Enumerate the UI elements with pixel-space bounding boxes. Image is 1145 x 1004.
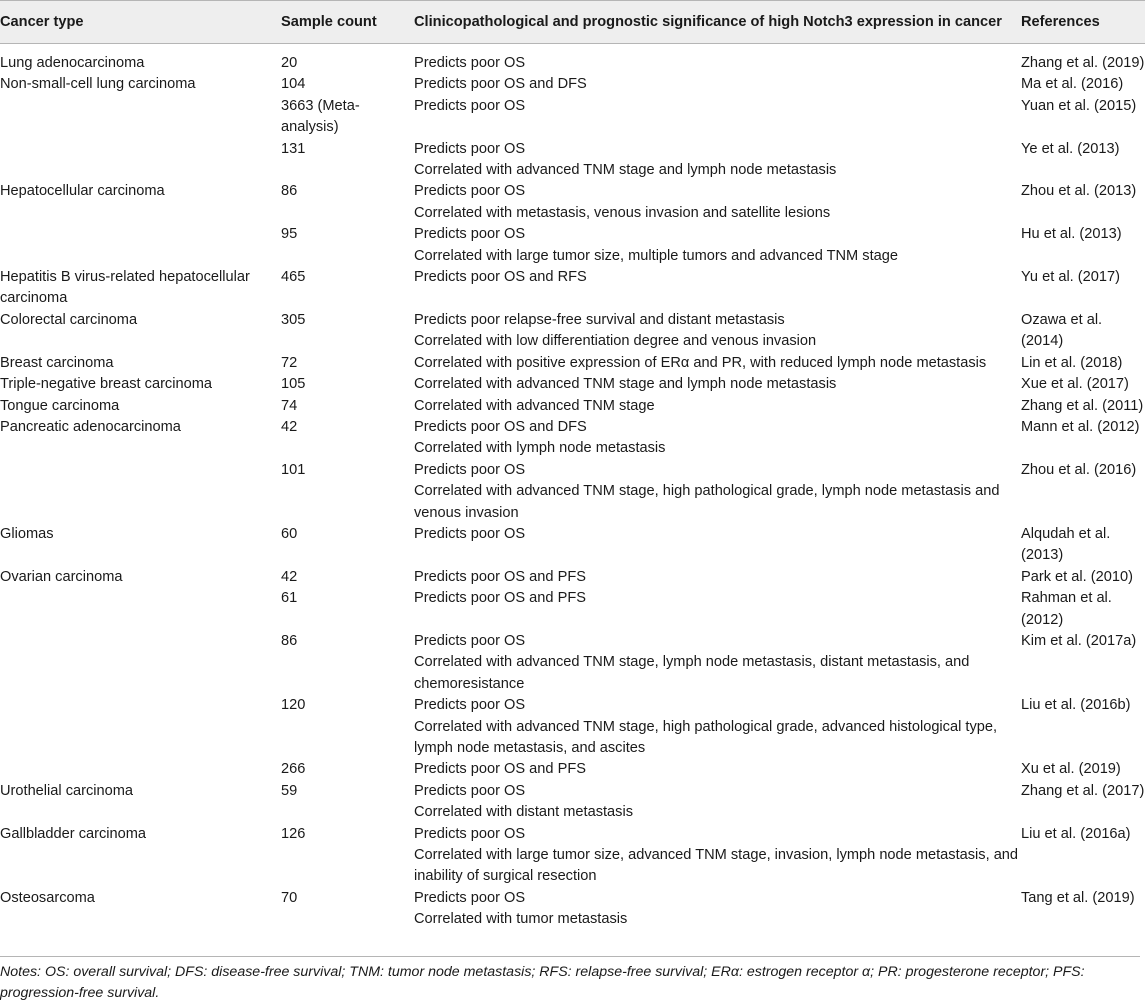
cell-sample-count: 70 (281, 889, 298, 906)
cell-cancer-type: Pancreatic adenocarcinoma (0, 418, 181, 435)
table-row (0, 374, 1145, 395)
cell-cancer-type: Osteosarcoma (0, 889, 95, 906)
significance-line: Predicts poor OS and RFS (414, 269, 587, 286)
cell-reference: Ma et al. (2016) (1021, 76, 1124, 93)
cell-sample-count: 266 (281, 761, 306, 778)
table-row (0, 417, 1145, 460)
cell-cancer-type (0, 224, 281, 267)
cell-reference: Zhang et al. (2019) (1021, 55, 1145, 71)
table-row (0, 460, 1145, 524)
cell-cancer-type (0, 139, 281, 182)
significance-line: Predicts poor OS (414, 697, 526, 714)
cell-sample-count: 42 (281, 418, 298, 435)
cell-cancer-type: Hepatocellular carcinoma (0, 183, 165, 200)
cell-cancer-type: Breast carcinoma (0, 354, 114, 371)
cell-reference: Kim et al. (2017a) (1021, 632, 1137, 649)
cell-significance (414, 396, 1021, 417)
cell-significance (414, 53, 1021, 74)
cell-sample-count: 465 (281, 269, 306, 286)
cell-reference: Xue et al. (2017) (1021, 376, 1129, 393)
cell-cancer-type (0, 96, 281, 139)
cell-cancer-type (0, 695, 281, 759)
cell-significance (414, 353, 1021, 374)
significance-line: Predicts poor OS (414, 55, 526, 71)
table-row (0, 181, 1145, 224)
cell-reference: Zhang et al. (2011) (1021, 397, 1144, 414)
cell-significance (414, 695, 1021, 759)
cell-significance (414, 588, 1021, 631)
cell-cancer-type (0, 631, 281, 695)
significance-line: Correlated with advanced TNM stage and lymph node metastasis (414, 162, 837, 179)
significance-line: Predicts poor OS (414, 97, 526, 114)
cell-sample-count: 3663 (Meta-analysis) (281, 97, 360, 136)
cell-reference: Liu et al. (2016b) (1021, 697, 1131, 714)
cell-cancer-type (0, 759, 281, 780)
cell-reference: Lin et al. (2018) (1021, 354, 1123, 371)
table-row (0, 353, 1145, 374)
significance-line: Correlated with large tumor size, multiple tumors and advanced TNM stage (414, 247, 898, 264)
cell-cancer-type: Ovarian carcinoma (0, 568, 123, 585)
table-row (0, 96, 1145, 139)
cell-sample-count: 104 (281, 76, 306, 93)
cell-significance (414, 267, 1021, 310)
cell-reference: Zhou et al. (2013) (1021, 183, 1137, 200)
cell-reference: Xu et al. (2019) (1021, 761, 1121, 778)
cell-cancer-type: Triple-negative breast carcinoma (0, 376, 212, 393)
table-row (0, 53, 1145, 74)
table-row (0, 310, 1145, 353)
significance-line: Predicts poor OS (414, 140, 526, 157)
cell-sample-count: 131 (281, 140, 306, 157)
significance-line: Correlated with advanced TNM stage, lymph node metastasis, distant metastasis, and chemoresistance (414, 654, 970, 692)
table-row (0, 567, 1145, 588)
cell-reference: Ozawa et al. (2014) (1021, 311, 1103, 350)
cell-sample-count: 20 (281, 55, 298, 71)
significance-line: Predicts poor OS and PFS (414, 590, 586, 607)
table-row (0, 524, 1145, 567)
cell-cancer-type: Gallbladder carcinoma (0, 825, 147, 842)
cell-reference: Park et al. (2010) (1021, 568, 1133, 585)
table-header-row (0, 1, 1145, 44)
cell-sample-count: 105 (281, 376, 306, 393)
cell-sample-count: 86 (281, 183, 298, 200)
cell-cancer-type: Lung adenocarcinoma (0, 55, 145, 71)
cell-cancer-type: Urothelial carcinoma (0, 782, 134, 799)
cell-sample-count: 101 (281, 461, 306, 478)
header-significance: Clinicopathological and prognostic significance of high Notch3 expression in cancer (414, 1, 1021, 44)
significance-line: Correlated with advanced TNM stage (414, 397, 655, 414)
cell-significance (414, 139, 1021, 182)
cell-reference: Alqudah et al. (2013) (1021, 525, 1111, 564)
cell-significance (414, 96, 1021, 139)
significance-line: Correlated with metastasis, venous invasion and satellite lesions (414, 204, 831, 221)
cell-cancer-type: Non-small-cell lung carcinoma (0, 76, 196, 93)
table-row (0, 396, 1145, 417)
cell-reference: Zhou et al. (2016) (1021, 461, 1137, 478)
significance-line: Predicts poor OS and DFS (414, 418, 587, 435)
table-spacer-row (0, 44, 1145, 54)
cell-sample-count: 42 (281, 568, 298, 585)
cell-sample-count: 305 (281, 311, 306, 328)
significance-line: Correlated with advanced TNM stage, high pathological grade, lymph node metastasis and venous invasion (414, 483, 1000, 521)
significance-line: Predicts poor OS and PFS (414, 761, 586, 778)
cell-significance (414, 374, 1021, 395)
cell-sample-count: 59 (281, 782, 298, 799)
cell-cancer-type: Colorectal carcinoma (0, 311, 138, 328)
table-row (0, 631, 1145, 695)
cell-reference: Tang et al. (2019) (1021, 889, 1135, 906)
significance-line: Correlated with distant metastasis (414, 804, 633, 821)
cell-reference: Yuan et al. (2015) (1021, 97, 1137, 114)
cell-significance (414, 631, 1021, 695)
cell-sample-count: 86 (281, 632, 298, 649)
cell-sample-count: 74 (281, 397, 298, 414)
significance-line: Correlated with lymph node metastasis (414, 440, 666, 457)
header-references: References (1021, 1, 1145, 44)
significance-line: Correlated with advanced TNM stage and lymph node metastasis (414, 376, 837, 393)
cell-cancer-type: Tongue carcinoma (0, 397, 120, 414)
cell-cancer-type (0, 460, 281, 524)
cell-sample-count: 72 (281, 354, 298, 371)
table-row (0, 888, 1145, 936)
table-notes: Notes: OS: overall survival; DFS: disease-free survival; TNM: tumor node metastasis; RFS: relapse-free survival; ERα: estrogen receptor α; PR: progesterone receptor; PFS: progression-free survival. (0, 956, 1140, 1004)
table-row (0, 267, 1145, 310)
table-row (0, 781, 1145, 824)
cell-reference: Yu et al. (2017) (1021, 269, 1120, 286)
significance-line: Predicts poor OS (414, 782, 526, 799)
table-row (0, 74, 1145, 95)
cell-significance (414, 181, 1021, 224)
table-row (0, 224, 1145, 267)
significance-line: Predicts poor relapse-free survival and distant metastasis (414, 311, 785, 328)
table-row (0, 695, 1145, 759)
significance-line: Predicts poor OS and DFS (414, 76, 587, 93)
significance-line: Predicts poor OS (414, 525, 526, 542)
significance-line: Predicts poor OS (414, 632, 526, 649)
cell-reference: Hu et al. (2013) (1021, 226, 1122, 243)
cell-reference: Mann et al. (2012) (1021, 418, 1140, 435)
table-row (0, 139, 1145, 182)
cell-significance (414, 310, 1021, 353)
cell-cancer-type (0, 588, 281, 631)
cell-reference: Liu et al. (2016a) (1021, 825, 1131, 842)
cell-reference: Ye et al. (2013) (1021, 140, 1120, 157)
cell-cancer-type: Gliomas (0, 525, 54, 542)
significance-line: Correlated with large tumor size, advanced TNM stage, invasion, lymph node metastasis, and inability of surgical resection (414, 847, 1019, 885)
cell-significance (414, 759, 1021, 780)
significance-line: Correlated with low differentiation degree and venous invasion (414, 333, 817, 350)
cell-sample-count: 126 (281, 825, 306, 842)
cell-significance (414, 74, 1021, 95)
cell-significance (414, 524, 1021, 567)
table-row (0, 824, 1145, 888)
cell-significance (414, 224, 1021, 267)
significance-line: Predicts poor OS (414, 461, 526, 478)
cell-significance (414, 781, 1021, 824)
significance-line: Predicts poor OS (414, 226, 526, 243)
cell-significance (414, 417, 1021, 460)
cell-reference: Rahman et al. (2012) (1021, 590, 1112, 628)
table-body (0, 44, 1145, 936)
table-row (0, 759, 1145, 780)
significance-line: Predicts poor OS (414, 183, 526, 200)
cell-significance (414, 567, 1021, 588)
cell-cancer-type: Hepatitis B virus-related hepatocellular carcinoma (0, 269, 250, 307)
cell-significance (414, 824, 1021, 888)
cell-sample-count: 120 (281, 697, 306, 714)
cell-sample-count: 95 (281, 226, 298, 243)
cell-sample-count: 61 (281, 590, 298, 607)
significance-line: Predicts poor OS (414, 825, 526, 842)
header-cancer-type: Cancer type (0, 1, 281, 44)
table-row (0, 588, 1145, 631)
cell-significance (414, 888, 1021, 936)
cell-significance (414, 460, 1021, 524)
cell-sample-count: 60 (281, 525, 298, 542)
header-sample-count: Sample count (281, 1, 414, 44)
significance-line: Correlated with positive expression of ERα and PR, with reduced lymph node metastasis (414, 354, 987, 371)
cell-reference: Zhang et al. (2017) (1021, 782, 1145, 799)
significance-line: Correlated with tumor metastasis (414, 911, 628, 928)
significance-line: Predicts poor OS (414, 889, 526, 906)
significance-line: Predicts poor OS and PFS (414, 568, 586, 585)
significance-line: Correlated with advanced TNM stage, high pathological grade, advanced histological type, lymph node metastasis, and ascites (414, 718, 998, 756)
table-header (0, 1, 1145, 44)
